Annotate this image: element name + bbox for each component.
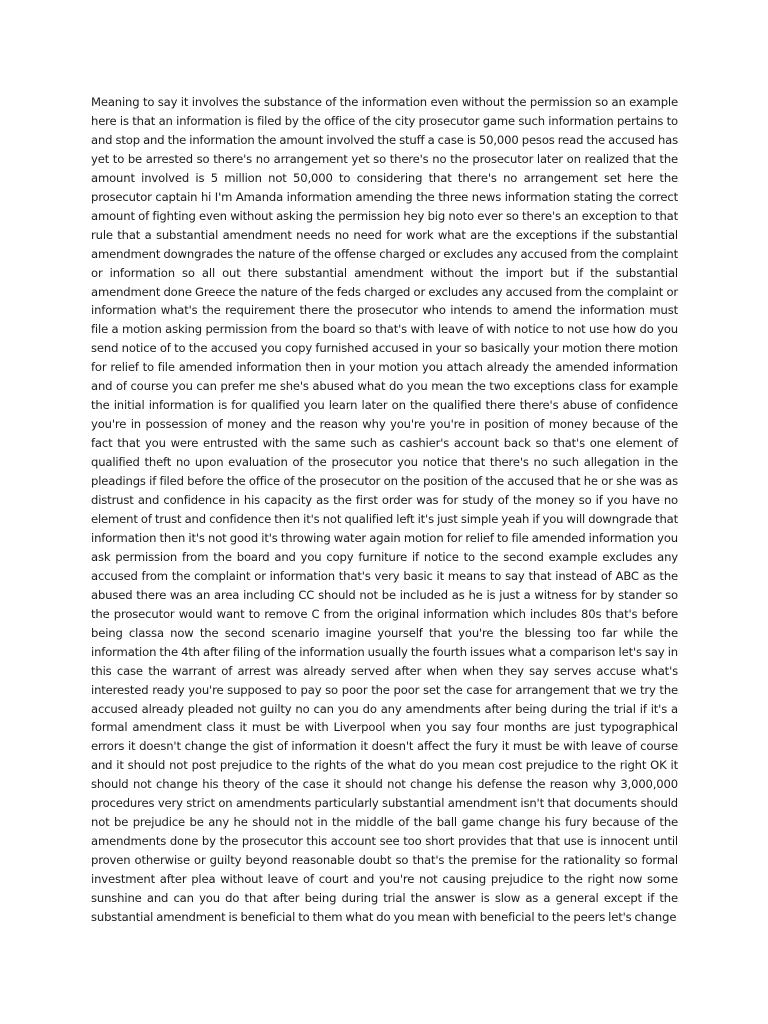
body-paragraph: Meaning to say it involves the substance of the information even without the permission so an example here is that an information is filed by the office of the city prosecutor game such information pertains to and stop and the information the amount involved the stuff a case is 50,000 pesos read the accused has yet to be arrested so there's no arrangement yet so there's no the prosecutor later on realized that the amount involved is 5 million not 50,000 to considering that there's no arrangement set here the prosecutor captain hi I'm Amanda information amending the three news information stating the correct amount of fighting even without asking the permission hey big noto ever so there's an exception to that rule that a substantial amendment needs no need for work what are the exceptions if the substantial amendment downgrades the nature of the offense charged or excludes any accused from the complaint or information so all out there substantial amendment without the import but if the substantial amendment done Greece the nature of the feds charged or excludes any accused from the complaint or information what's the requirement there the prosecutor who intends to amend the information must file a motion asking permission from the board so that's with leave of with notice to not use how do you send notice of to the accused you copy furnished accused in your so basically your motion there motion for relief to file amended information then in your motion you attach already the amended information and of course you can prefer me she's abused what do you mean the two exceptions class for example the initial information is for qualified you learn later on the qualified there there's abuse of confidence you're in possession of money and the reason why you're you're in position of money because of the fact that you were entrusted with the same such as cashier's account back so that's one element of qualified theft no upon evaluation of the prosecutor you notice that there's no such allegation in the pleadings if filed before the office of the prosecutor on the position of the accused that he or she was as distrust and confidence in his capacity as the first order was for study of the money so if you have no element of trust and confidence then it's not qualified left it's just simple yeah if you will downgrade that information then it's not good it's throwing water again motion for relief to file amended information you ask permission from the board and you copy furniture if notice to the second example excludes any accused from the complaint or information that's very basic it means to say that instead of ABC as the abused there was an area including CC should not be included as he is just a witness for by stander so the prosecutor would want to remove C from the original information which includes 80s that's before being classa now the second scenario imagine yourself that you're the blessing too far while the information the 4th after filing of the information usually the fourth issues what a comparison let's say in this case the warrant of arrest was already served after when when they say serves accuse what's interested ready you're supposed to pay so poor the poor set the case for arrangement that we try the accused already pleaded not guilty no can you do any amendments after being during the trial if it's a formal amendment class it must be with Liverpool when you say four months are just typographical errors it doesn't change the gist of information it doesn't affect the fury it must be with leave of course and it should not post prejudice to the rights of the what do you mean cost prejudice to the right OK it should not change his theory of the case it should not change his defense the reason why 3,000,000 procedures very strict on amendments particularly substantial amendment isn't that documents should not be prejudice be any he should not in the middle of the ball game change his fury because of the amendments done by the prosecutor this account see too short provides that that use is innocent until proven otherwise or guilty beyond reasonable doubt so that's the premise for the rationality so formal investment after plea without leave of court and you're not causing prejudice to the right now some sunshine and can you do that after being during trial the answer is slow as a general except if the substantial amendment is beneficial to them what do you mean with beneficial to the peers let's change <box>91 95 678 924</box>
